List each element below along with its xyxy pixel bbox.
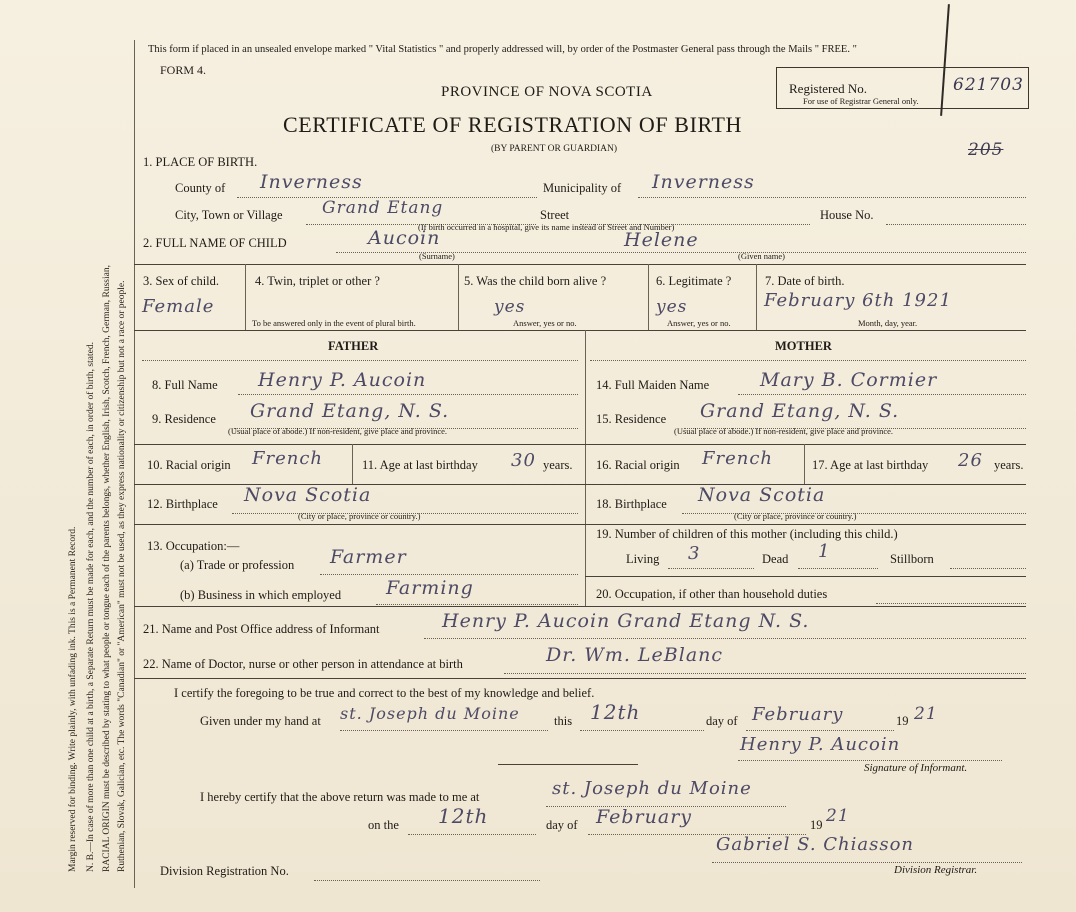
father-age-value: 30 [511,450,536,471]
legitimate-value: yes [656,297,688,317]
mother-birthplace-value: Nova Scotia [698,484,826,506]
stillborn-label: Stillborn [890,552,934,566]
registered-value: 621703 [953,75,1024,95]
municipality-value: Inverness [652,171,755,193]
business-value: Farming [386,577,474,599]
born-alive-value: yes [494,297,526,317]
mother-residence-label: 15. Residence [596,412,667,426]
certificate-subtitle: (BY PARENT OR GUARDIAN) [491,144,618,154]
father-age-label: 11. Age at last birthday [362,458,478,472]
margin-note-nb: N. B.—In case of more than one child at a birth, a Separate Return must be made for each, and the number of each, in order of birth, stated. [86,342,96,872]
date-of-birth-value: February 6th 1921 [764,290,952,311]
trade-value: Farmer [330,546,407,568]
form-left-border [134,40,135,888]
certify-statement: I certify the foregoing to be true and correct to the best of my knowledge and belief. [174,686,595,700]
father-birthplace-label: 12. Birthplace [147,497,218,511]
doctor-label: 22. Name of Doctor, nurse or other person in attendance at birth [143,657,463,671]
father-name-label: 8. Full Name [152,378,218,392]
legitimate-label: 6. Legitimate ? [656,274,732,288]
registered-label: Registered No. [789,81,867,96]
given-place-value: st. Joseph du Moine [340,704,520,723]
mother-racial-origin-label: 16. Racial origin [596,458,680,472]
margin-note-racial-cont: Ruthenian, Slovak, Galician, etc. The words "Canadian" or "American" must not be used, as they express nationality or citizenship but not a race or people. [117,280,127,872]
trade-label: (a) Trade or profession [180,558,295,572]
mother-residence-value: Grand Etang, N. S. [700,400,900,422]
born-alive-label: 5. Was the child born alive ? [464,274,607,288]
father-birthplace-note: (City or place, province or country.) [298,511,421,521]
county-label: County of [175,181,226,195]
date-of-birth-label: 7. Date of birth. [765,274,845,288]
informant-signature-label: Signature of Informant. [864,762,968,774]
mother-age-label: 17. Age at last birthday [812,458,929,472]
mother-residence-note: (Usual place of abode.) If non-resident, give place and province. [674,426,894,436]
father-birthplace-value: Nova Scotia [244,484,372,506]
given-name-note: (Given name) [738,251,785,261]
mother-birthplace-label: 18. Birthplace [596,497,667,511]
given-year-value: 21 [914,704,938,724]
margin-note-binding: Margin reserved for binding. Write plainly, with unfading ink. This is a Permanent Record. [68,526,78,872]
margin-note-racial: RACIAL ORIGIN must be described by stating to what people or tongue each of the parents belongs, whether English, Irish, Scotch, French, German, Russian, [102,265,112,872]
given-day-value: 12th [590,700,641,724]
house-number-label: House No. [820,208,874,222]
mother-birthplace-note: (City or place, province or country.) [734,511,857,521]
given-year-prefix: 19 [896,714,909,728]
return-year-prefix: 19 [810,818,823,832]
return-certify-label: I hereby certify that the above return was made to me at [200,790,480,804]
children-count-label: 19. Number of children of this mother (including this child.) [596,527,898,541]
father-racial-origin-value: French [252,448,324,469]
child-given-name-value: Helene [624,229,699,251]
on-the-label: on the [368,818,399,832]
sex-label: 3. Sex of child. [143,274,220,288]
father-heading: FATHER [328,339,379,353]
sex-value: Female [142,296,215,317]
child-name-label: 2. FULL NAME OF CHILD [143,236,287,250]
certificate-title: CERTIFICATE OF REGISTRATION OF BIRTH [283,112,742,137]
registrar-signature-label: Division Registrar. [894,864,978,876]
city-label: City, Town or Village [175,208,283,222]
father-age-unit: years. [543,458,573,472]
corner-number: 205 [968,140,1004,160]
return-day-value: 12th [438,804,489,828]
father-occupation-label: 13. Occupation:— [147,539,240,553]
mother-occupation-label: 20. Occupation, if other than household duties [596,587,828,601]
surname-note: (Surname) [419,251,455,261]
mother-racial-origin-value: French [702,448,774,469]
father-residence-note: (Usual place of abode.) If non-resident, give place and province. [228,426,448,436]
this-label: this [554,714,573,728]
division-registration-label: Division Registration No. [160,864,289,878]
child-surname-value: Aucoin [368,227,441,249]
twin-label: 4. Twin, triplet or other ? [255,274,380,288]
return-month-value: February [596,806,693,828]
province-heading: PROVINCE OF NOVA SCOTIA [441,84,653,100]
business-label: (b) Business in which employed [180,588,342,602]
mother-name-label: 14. Full Maiden Name [596,378,710,392]
form-number: FORM 4. [160,63,207,77]
return-year-value: 21 [826,806,850,826]
registered-note: For use of Registrar General only. [803,96,919,106]
date-of-birth-note: Month, day, year. [858,318,918,328]
parents-divider [585,330,586,606]
father-residence-value: Grand Etang, N. S. [250,400,450,422]
born-alive-note: Answer, yes or no. [513,318,577,328]
doctor-value: Dr. Wm. LeBlanc [546,644,724,666]
mother-heading: MOTHER [775,339,832,353]
twin-note: To be answered only in the event of plural birth. [252,318,416,328]
father-racial-origin-label: 10. Racial origin [147,458,231,472]
place-of-birth-label: 1. PLACE OF BIRTH. [143,155,258,169]
street-note: (If birth occurred in a hospital, give its name instead of Street and Number) [418,222,675,232]
given-under-label: Given under my hand at [200,714,321,728]
mother-name-value: Mary B. Cormier [760,369,938,391]
municipality-label: Municipality of [543,181,622,195]
registrar-signature: Gabriel S. Chiasson [716,834,915,855]
street-label: Street [540,208,570,222]
dead-label: Dead [762,552,789,566]
dead-value: 1 [818,541,831,562]
given-month-value: February [752,704,844,725]
mail-notice: This form if placed in an unsealed envelope marked " Vital Statistics " and properly addressed will, by order of the Postmaster General pass through the Mails " FREE. " [148,44,857,55]
given-day-of-label: day of [706,714,738,728]
legitimate-note: Answer, yes or no. [667,318,731,328]
section-divider [498,764,638,765]
father-residence-label: 9. Residence [152,412,216,426]
return-day-of-label: day of [546,818,578,832]
informant-value: Henry P. Aucoin Grand Etang N. S. [442,610,810,632]
city-value: Grand Etang [322,198,444,218]
registered-number-box [776,67,1029,109]
father-name-value: Henry P. Aucoin [258,369,427,391]
return-place-value: st. Joseph du Moine [552,778,752,799]
living-label: Living [626,552,660,566]
informant-label: 21. Name and Post Office address of Informant [143,622,380,636]
county-value: Inverness [260,171,363,193]
mother-age-unit: years. [994,458,1024,472]
mother-age-value: 26 [958,450,983,471]
informant-signature: Henry P. Aucoin [740,734,901,755]
living-value: 3 [688,543,701,564]
